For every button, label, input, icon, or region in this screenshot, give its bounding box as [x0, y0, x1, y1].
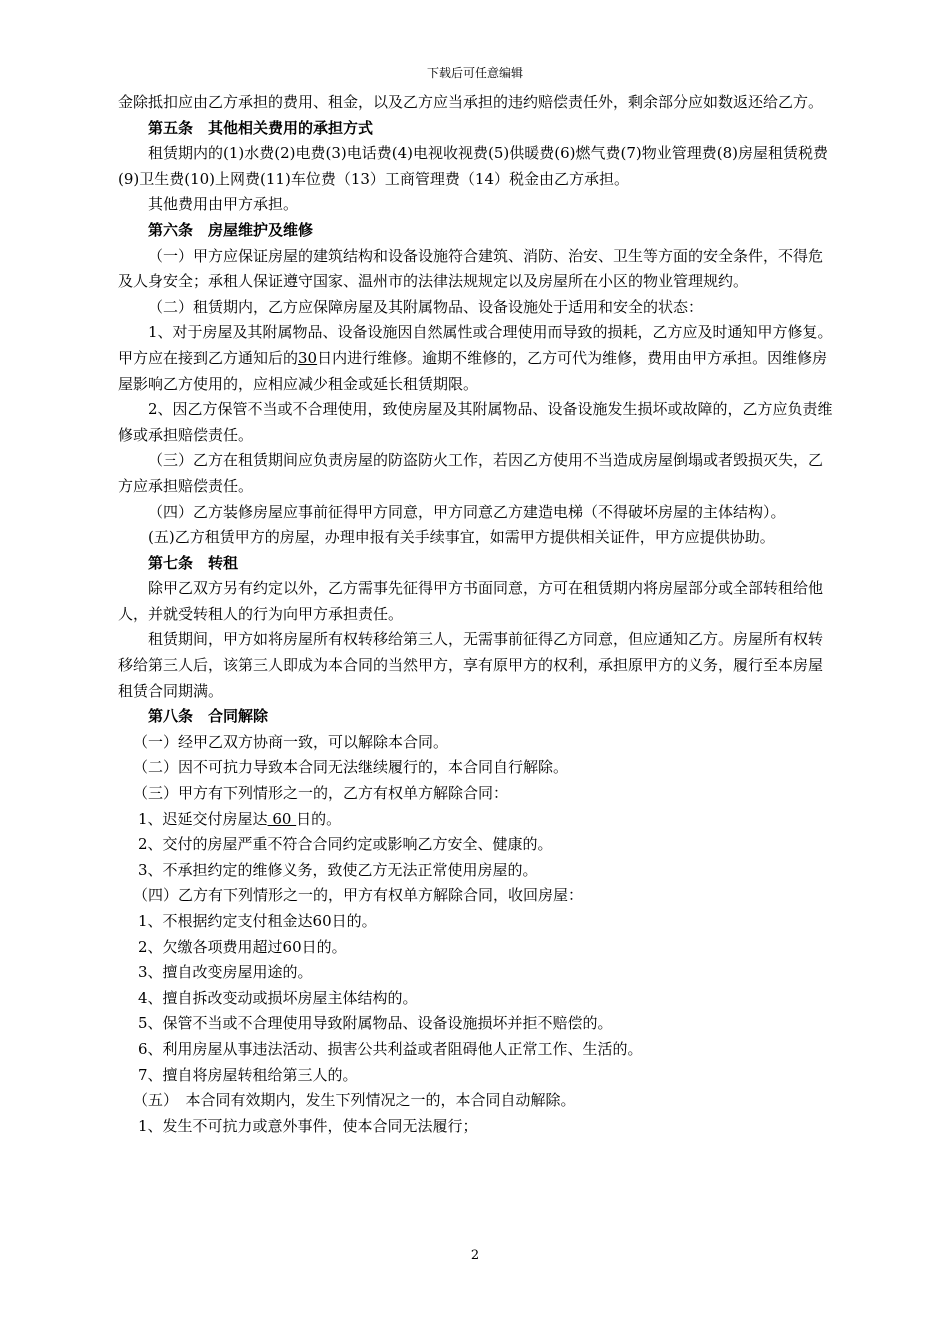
list-item: （三）甲方有下列情形之一的，乙方有权单方解除合同： — [133, 784, 509, 803]
paragraph: 其他费用由甲方承担。 — [148, 195, 299, 214]
paragraph: （二）租赁期内，乙方应保障房屋及其附属物品、设备设施处于适用和安全的状态： — [148, 297, 704, 316]
list-item: （四）乙方有下列情形之一的，甲方有权单方解除合同，收回房屋： — [133, 886, 584, 905]
list-item: 1、不根据约定支付租金达60日的。 — [138, 912, 377, 930]
paragraph: 租赁期间，甲方如将房屋所有权转移给第三人，无需事前征得乙方同意，但应通知乙方。房屋所有权转移给第三人后，该第三人即成为本合同的当然甲方，享有原甲方的权利，承担原甲方的义务，履行至本房屋租赁合同期满。 — [118, 630, 824, 700]
paragraph: 租赁期内的(1)水费(2)电费(3)电话费(4)电视收视费(5)供暖费(6)燃气费(7)物业管理费(8)房屋租赁税费(9)卫生费(10)上网费(11)车位费（13）工商管理费（14）税金由乙方承担。 — [118, 144, 828, 188]
paragraph: 除甲乙双方另有约定以外，乙方需事先征得甲方书面同意，方可在租赁期内将房屋部分或全部转租给他人，并就受转租人的行为向甲方承担责任。 — [118, 579, 824, 623]
text-run: 1、对于房屋及其附属物品、设备设施因自然属性或合理使用而导致的损耗，乙方应及时通知甲方修复。甲方应在接到乙方通知后的 — [118, 323, 833, 367]
article-5-heading: 第五条 其他相关费用的承担方式 — [148, 118, 374, 137]
list-item: （二）因不可抗力导致本合同无法继续履行的，本合同自行解除。 — [133, 758, 569, 777]
paragraph: （三）乙方在租赁期间应负责房屋的防盗防火工作，若因乙方使用不当造成房屋倒塌或者毁损灭失，乙方应承担赔偿责任。 — [118, 451, 824, 495]
paragraph: 金除抵扣应由乙方承担的费用、租金，以及乙方应当承担的违约赔偿责任外，剩余部分应如数返还给乙方。 — [118, 93, 824, 111]
paragraph: （四）乙方装修房屋应事前征得甲方同意，甲方同意乙方建造电梯（不得破坏房屋的主体结构）。 — [148, 502, 786, 521]
paragraph: （一）甲方应保证房屋的建筑结构和设备设施符合建筑、消防、治安、卫生等方面的安全条件，不得危及人身安全；承租人保证遵守国家、温州市的法律法规规定以及房屋所在小区的物业管理规约。 — [118, 246, 824, 291]
list-item: （一）经甲乙双方协商一致，可以解除本合同。 — [133, 732, 449, 751]
article-6-heading: 第六条 房屋维护及维修 — [148, 220, 314, 239]
page-number: 2 — [470, 1248, 480, 1263]
delay-days-value: 60 — [267, 809, 297, 828]
page-header: 下载后可任意编辑 — [426, 66, 523, 80]
list-item: 2、欠缴各项费用超过60日的。 — [138, 937, 347, 956]
document-body — [118, 90, 834, 1139]
list-item — [118, 807, 834, 833]
list-item: 3、不承担约定的维修义务，致使乙方无法正常使用房屋的。 — [138, 860, 538, 879]
list-item: 7、擅自将房屋转租给第三人的。 — [138, 1065, 358, 1084]
text-run: 1、迟延交付房屋达 — [138, 809, 268, 828]
paragraph: (五)乙方租赁甲方的房屋，办理申报有关手续事宜，如需甲方提供相关证件，甲方应提供协助。 — [148, 528, 775, 547]
list-item: （五） 本合同有效期内，发生下列情况之一的，本合同自动解除。 — [133, 1091, 576, 1110]
repair-days-value: 30 — [298, 348, 318, 367]
text-run: 日的。 — [296, 809, 342, 828]
paragraph: 2、因乙方保管不当或不合理使用，致使房屋及其附属物品、设备设施发生损坏或故障的，乙方应负责维修或承担赔偿责任。 — [118, 400, 833, 444]
list-item: 5、保管不当或不合理使用导致附属物品、设备设施损坏并拒不赔偿的。 — [138, 1014, 613, 1033]
text-run: 日内进行维修。逾期不维修的，乙方可代为维修，费用由甲方承担。因维修房屋影响乙方使用的，应相应减少租金或延长租赁期限。 — [118, 348, 828, 393]
paragraph — [118, 320, 834, 397]
article-7-heading: 第七条 转租 — [148, 553, 239, 572]
list-item: 6、利用房屋从事违法活动、损害公共利益或者阻碍他人正常工作、生活的。 — [138, 1039, 643, 1058]
list-item: 3、擅自改变房屋用途的。 — [138, 963, 313, 982]
list-item: 4、擅自拆改变动或损坏房屋主体结构的。 — [138, 988, 418, 1007]
list-item: 2、交付的房屋严重不符合合同约定或影响乙方安全、健康的。 — [138, 835, 553, 854]
list-item: 1、发生不可抗力或意外事件，使本合同无法履行； — [138, 1116, 478, 1135]
article-8-heading: 第八条 合同解除 — [148, 707, 269, 726]
